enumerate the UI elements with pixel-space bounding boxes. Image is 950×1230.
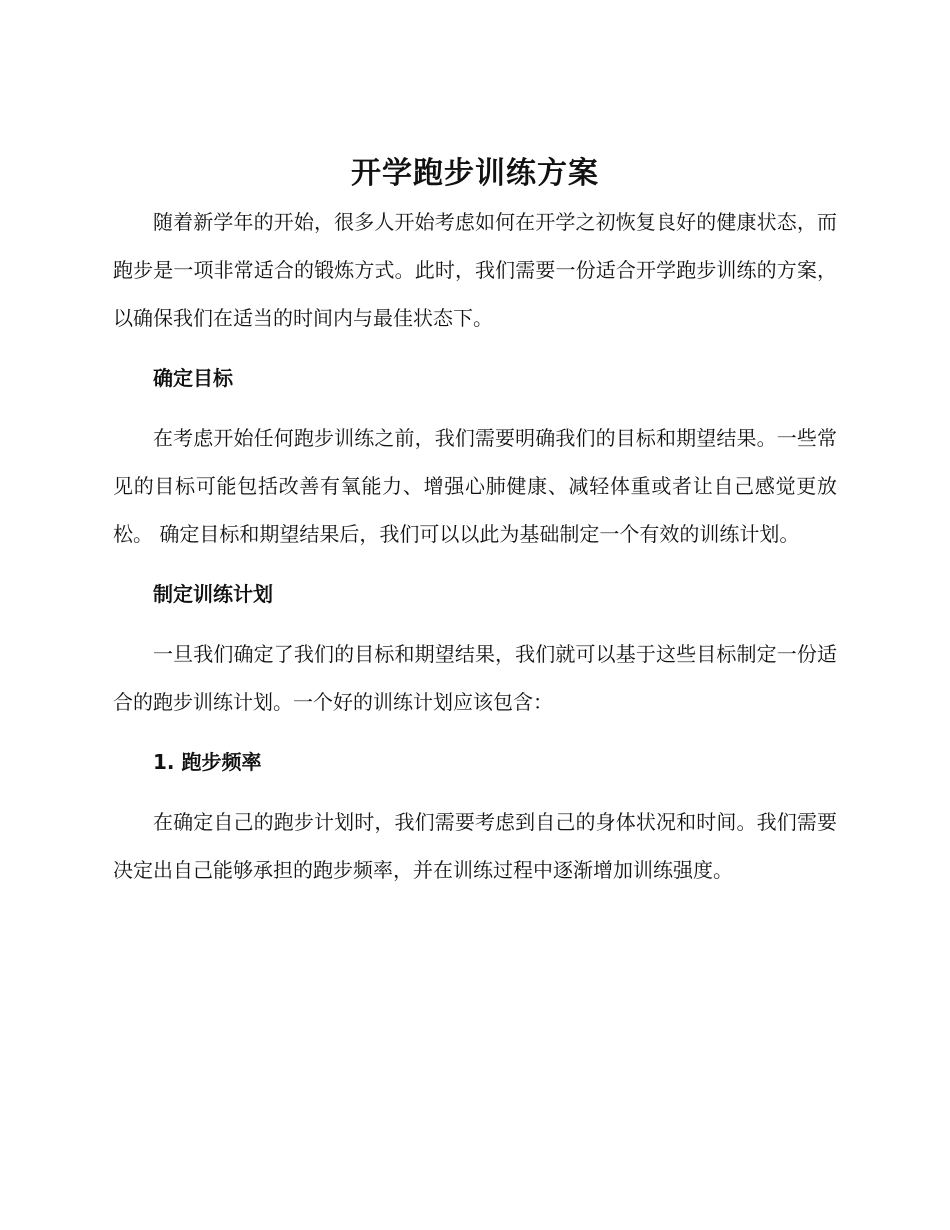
section-heading-goals: 确定目标: [153, 366, 233, 390]
section-body-frequency: 在确定自己的跑步计划时，我们需要考虑到自己的身体状况和时间。我们需要决定出自己能够承担的跑步频率，并在训练过程中逐渐增加训练强度。: [113, 810, 837, 882]
section-body-goals: 在考虑开始任何跑步训练之前，我们需要明确我们的目标和期望结果。一些常见的目标可能包括改善有氧能力、增强心肺健康、减轻体重或者让自己感觉更放松。 确定目标和期望结果后，我们可以以此为基础制定一个有效的训练计划。: [113, 426, 837, 546]
section-body-plan: 一旦我们确定了我们的目标和期望结果，我们就可以基于这些目标制定一份适合的跑步训练计划。一个好的训练计划应该包含：: [113, 642, 837, 714]
section-heading-plan: 制定训练计划: [153, 582, 273, 606]
section-heading-frequency: 1. 跑步频率: [153, 750, 262, 774]
intro-paragraph: 随着新学年的开始，很多人开始考虑如何在开学之初恢复良好的健康状态，而跑步是一项非常适合的锻炼方式。此时，我们需要一份适合开学跑步训练的方案，以确保我们在适当的时间内与最佳状态下。: [113, 210, 837, 330]
document-content: [113, 150, 837, 894]
document-title: 开学跑步训练方案: [351, 156, 599, 191]
